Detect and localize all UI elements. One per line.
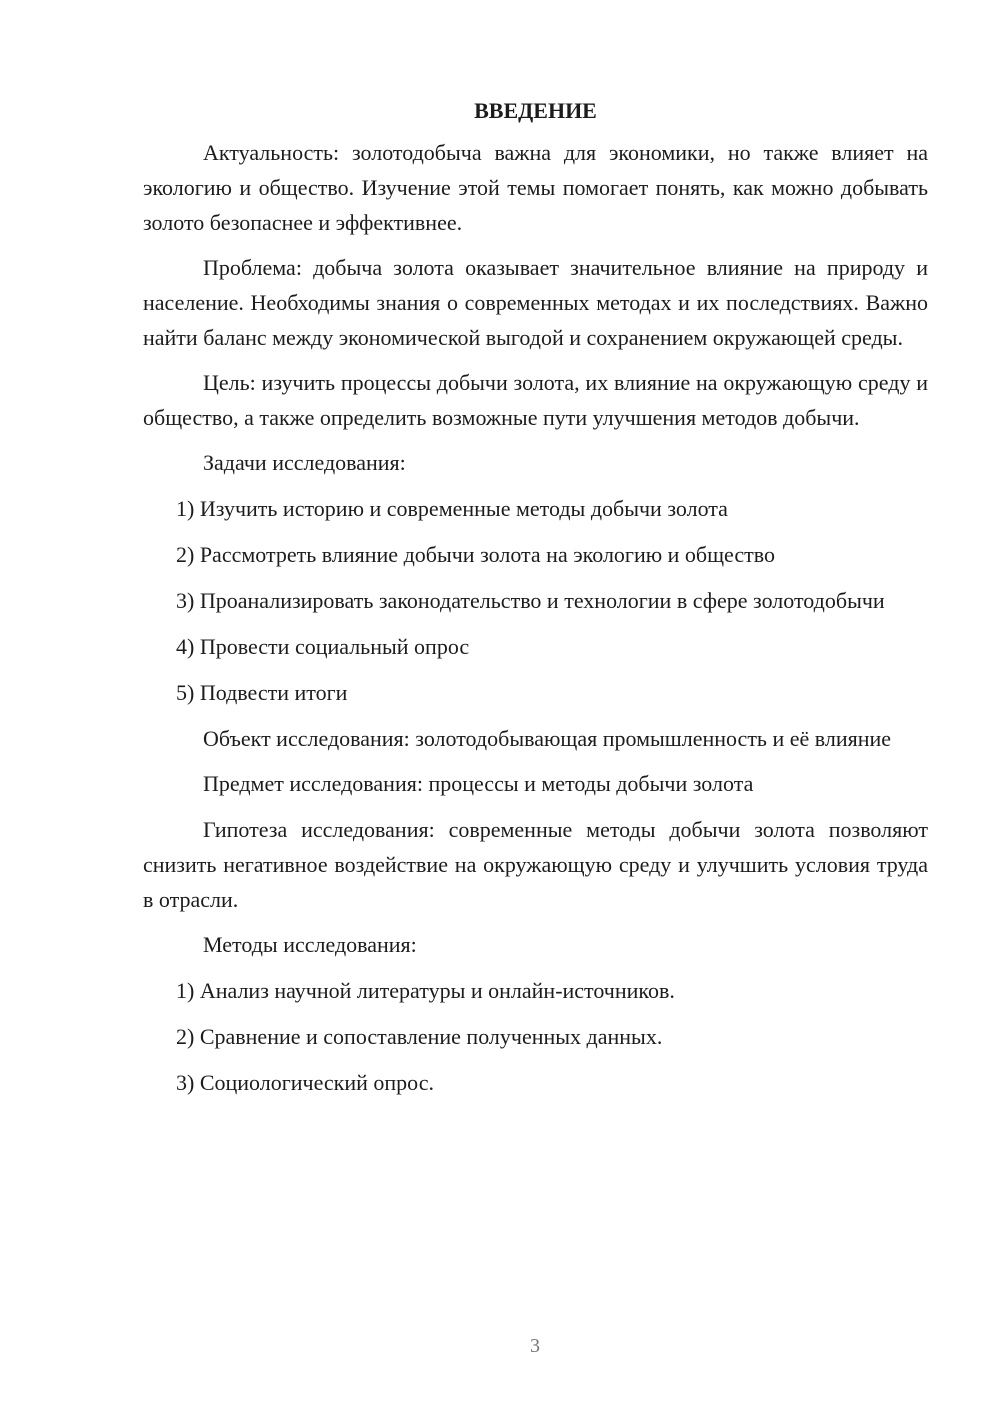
task-item-3: 3) Проанализировать законодательство и технологии в сфере золотодобычи [176,588,885,613]
hypothesis-paragraph: Гипотеза исследования: современные методы добычи золота позволяют снизить негативное воздействие на окружающую среду и улучшить условия труда в отрасли. [143,817,928,912]
page-number: 3 [530,1335,540,1357]
document-title: ВВЕДЕНИЕ [474,98,597,123]
method-item-3: 3) Социологический опрос. [176,1070,434,1095]
problem-paragraph: Проблема: добыча золота оказывает значительное влияние на природу и население. Необходимы знания о современных методах и их последствиях. Важно найти баланс между экономической выгодой и сохранением окружающей среды. [143,255,928,350]
method-item-2: 2) Сравнение и сопоставление полученных данных. [176,1024,663,1049]
method-item-1: 1) Анализ научной литературы и онлайн-источников. [176,978,675,1003]
task-item-4: 4) Провести социальный опрос [176,634,470,659]
goal-paragraph: Цель: изучить процессы добычи золота, их влияние на окружающую среду и общество, а также определить возможные пути улучшения методов добычи. [143,370,928,430]
task-item-2: 2) Рассмотреть влияние добычи золота на экологию и общество [176,542,775,567]
task-item-5: 5) Подвести итоги [176,680,348,705]
relevance-paragraph: Актуальность: золотодобыча важна для экономики, но также влияет на экологию и общество. Изучение этой темы помогает понять, как можно добывать золото безопаснее и эффективнее. [143,140,928,235]
object-paragraph: Объект исследования: золотодобывающая промышленность и её влияние [203,726,892,751]
document-page [143,96,928,1111]
tasks-heading: Задачи исследования: [203,450,406,475]
task-item-1: 1) Изучить историю и современные методы добычи золота [176,496,728,521]
subject-paragraph: Предмет исследования: процессы и методы добычи золота [203,771,754,796]
methods-heading: Методы исследования: [203,932,417,957]
